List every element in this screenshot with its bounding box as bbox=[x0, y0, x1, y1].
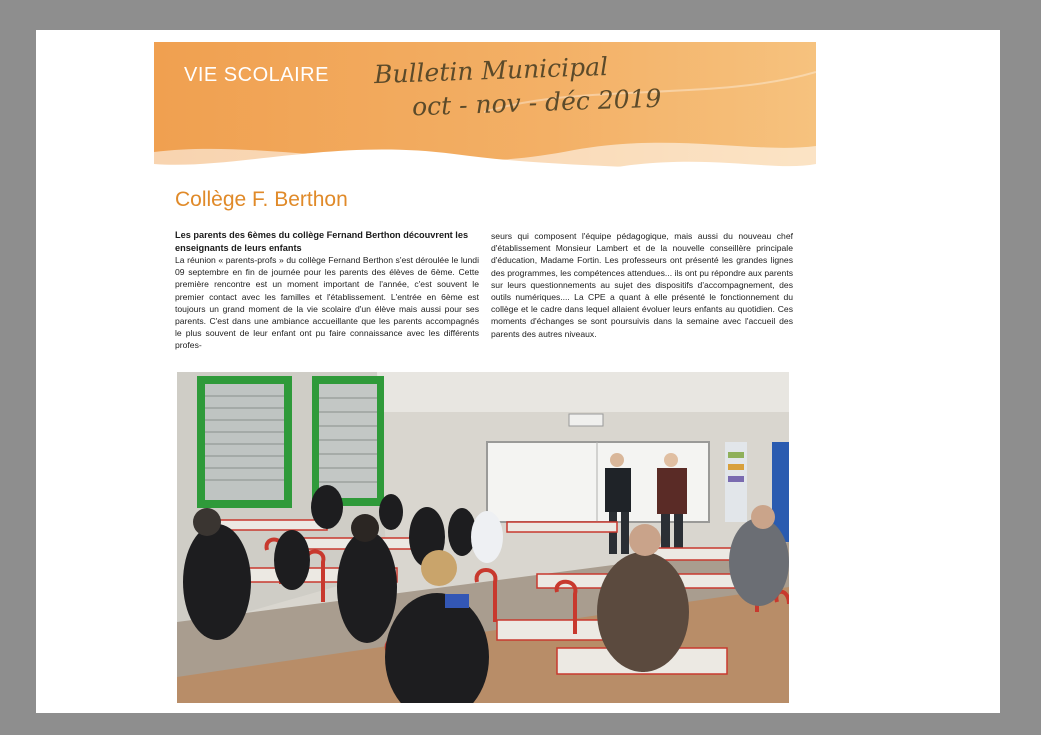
handwritten-annotation: Bulletin Municipal bbox=[373, 51, 609, 90]
scanned-page bbox=[36, 30, 1000, 713]
header-banner bbox=[154, 42, 816, 188]
page-title: Collège F. Berthon bbox=[175, 188, 348, 211]
article-column-2: seurs qui composent l'équipe pédagogique, mais aussi du nouveau chef d'établissement Monsieur Lambert et de la nouvelle conseillère principale d'éducation, Madame Fortin. Les professeurs ont présenté les grandes lignes des programmes, les compétences attendues... ils ont pu répondre aux parents sur leurs questionnements au sujet des dispositifs d'accompagnement, des outils numériques.... La CPE a quant à elle présenté le fonctionnement du collège et le cadre dans lequel allaient évoluer leurs enfants au quotidien. Ces moments d'échanges se sont poursuivis dans la semaine avec l'accueil des parents des autres niveaux. bbox=[491, 231, 793, 339]
section-label: VIE SCOLAIRE bbox=[184, 64, 329, 86]
article-column-1: La réunion « parents-profs » du collège Fernand Berthon s'est déroulée le lundi 09 septembre en fin de journée pour les parents des élèves de 6ème. Cette première rencontre est un moment important de l'année, c'est souvent le premier contact avec les familles et l'établissement. L'entrée en 6ème est toujours un grand moment de la vie scolaire d'un élève mais aussi pour ses parents. C'est dans une ambiance accueillante que les parents accompagnés le plus souvent de leur enfant ont pu faire connaissance avec les différents profes- bbox=[175, 255, 479, 351]
handwritten-date: oct - nov - déc 2019 bbox=[411, 83, 662, 122]
article-heading: Les parents des 6èmes du collège Fernand Berthon découvrent les enseignants de leurs enfants bbox=[175, 230, 469, 253]
classroom-photo bbox=[177, 372, 789, 703]
